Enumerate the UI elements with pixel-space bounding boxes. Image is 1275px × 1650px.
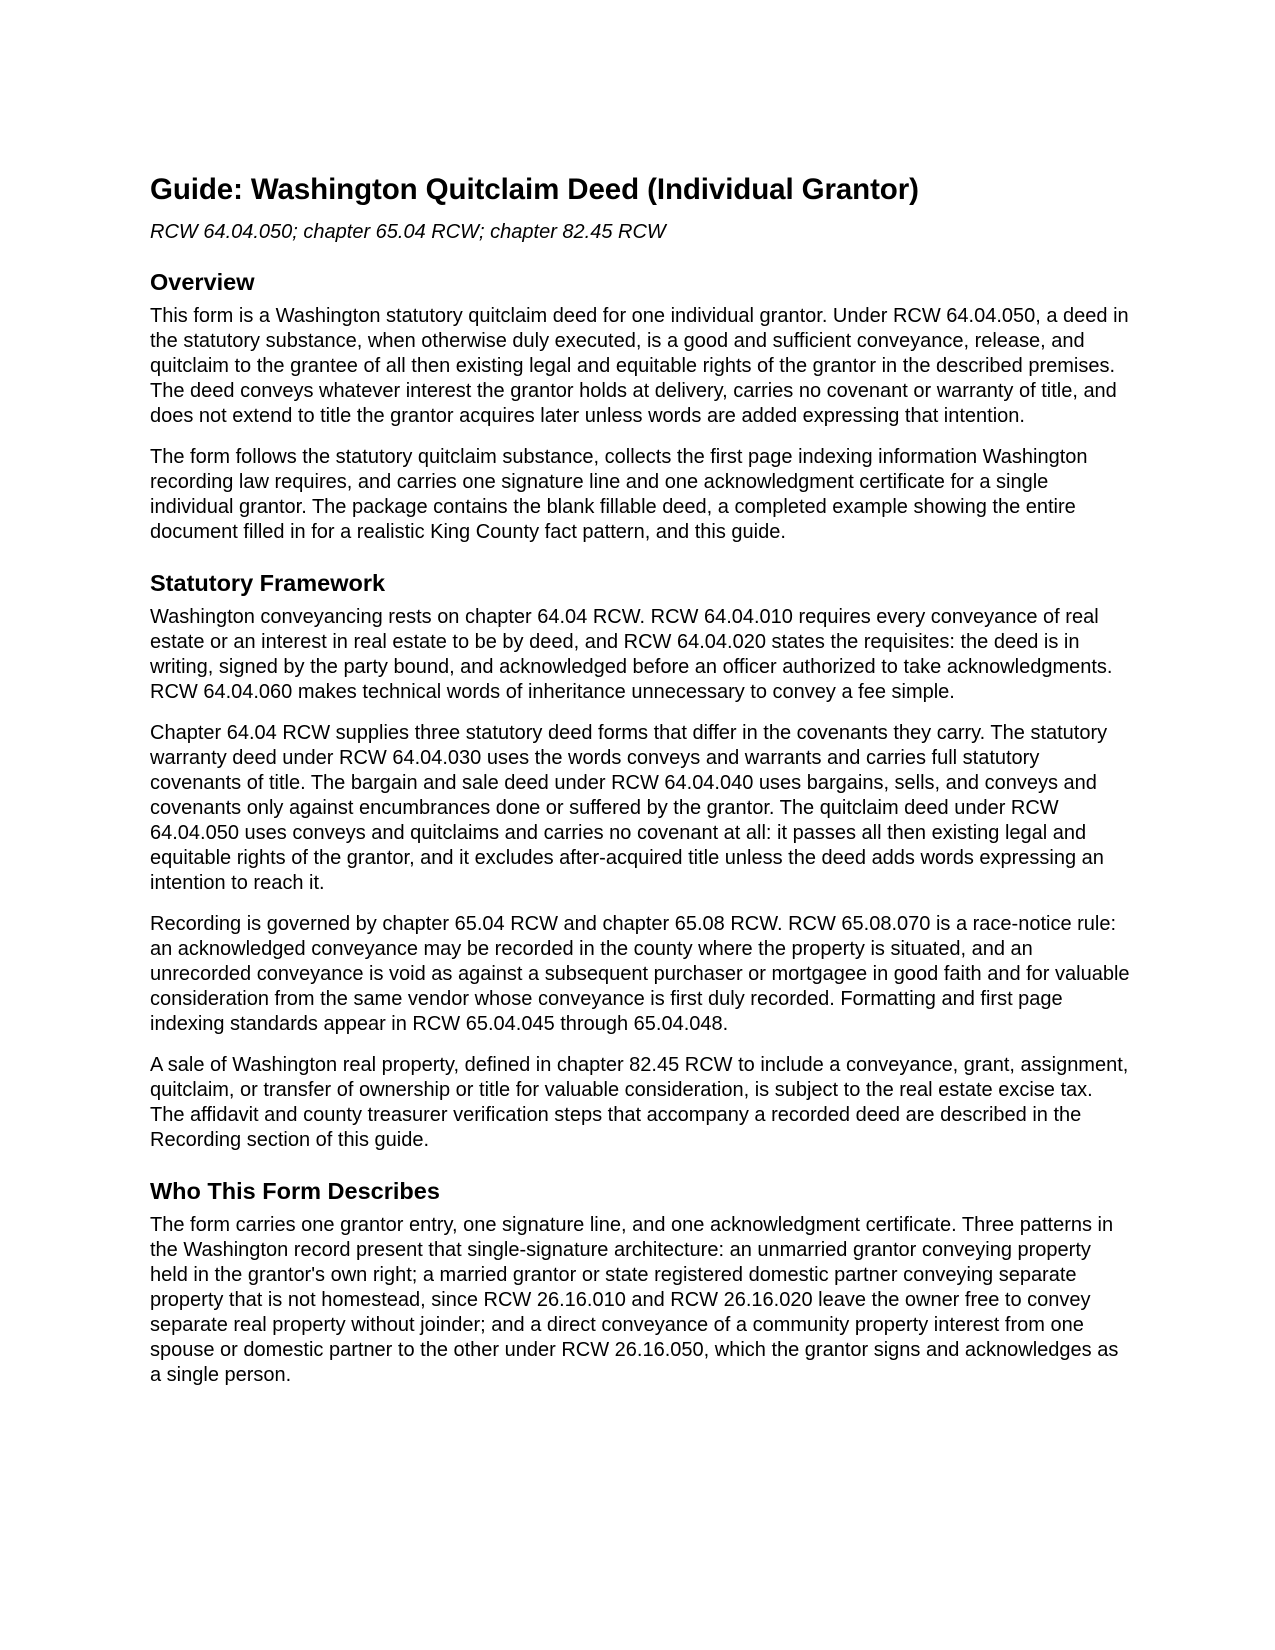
paragraph: This form is a Washington statutory quitclaim deed for one individual grantor. Under RCW 64.04.050, a deed in the statutory substance, when otherwise duly executed, is a good and sufficient conveyance, release, and quitclaim to the grantee of all then existing legal and equitable rights of the grantor in the described premises. The deed conveys whatever interest the grantor holds at delivery, carries no covenant or warranty of title, and does not extend to title the grantor acquires later unless words are added expressing that intention. (150, 305, 1129, 427)
section-heading: Overview (150, 269, 255, 295)
section-heading: Who This Form Describes (150, 1178, 440, 1204)
section-overview (150, 268, 1130, 545)
paragraph: The form follows the statutory quitclaim substance, collects the first page indexing information Washington recording law requires, and carries one signature line and one acknowledgment certificate for a single individual grantor. The package contains the blank fillable deed, a completed example showing the entire document filled in for a realistic King County fact pattern, and this guide. (150, 446, 1088, 543)
section-heading: Statutory Framework (150, 570, 386, 596)
document-page (150, 172, 1130, 1388)
paragraph: Recording is governed by chapter 65.04 RCW and chapter 65.08 RCW. RCW 65.08.070 is a race-notice rule: an acknowledged conveyance may be recorded in the county where the property is situated, and an unrecorded conveyance is void as against a subsequent purchaser or mortgagee in good faith and for valuable consideration from the same vendor whose conveyance is first duly recorded. Formatting and first page indexing standards appear in RCW 65.04.045 through 65.04.048. (150, 913, 1130, 1035)
paragraph: A sale of Washington real property, defined in chapter 82.45 RCW to include a conveyance, grant, assignment, quitclaim, or transfer of ownership or title for valuable consideration, is subject to the real estate excise tax. The affidavit and county treasurer verification steps that accompany a recorded deed are described in the Recording section of this guide. (150, 1054, 1129, 1151)
document-subtitle: RCW 64.04.050; chapter 65.04 RCW; chapter 82.45 RCW (150, 221, 666, 243)
paragraph: Chapter 64.04 RCW supplies three statutory deed forms that differ in the covenants they carry. The statutory warranty deed under RCW 64.04.030 uses the words conveys and warrants and carries full statutory covenants of title. The bargain and sale deed under RCW 64.04.040 uses bargains, sells, and conveys and covenants only against encumbrances done or suffered by the grantor. The quitclaim deed under RCW 64.04.050 uses conveys and quitclaims and carries no covenant at all: it passes all then existing legal and equitable rights of the grantor, and it excludes after-acquired title unless the deed adds words expressing an intention to reach it. (150, 722, 1108, 894)
paragraph: The form carries one grantor entry, one signature line, and one acknowledgment certificate. Three patterns in the Washington record present that single-signature architecture: an unmarried grantor conveying property held in the grantor's own right; a married grantor or state registered domestic partner conveying separate property that is not homestead, since RCW 26.16.010 and RCW 26.16.020 leave the owner free to convey separate real property without joinder; and a direct conveyance of a community property interest from one spouse or domestic partner to the other under RCW 26.16.050, which the grantor signs and acknowledges as a single person. (150, 1214, 1119, 1386)
section-statutory-framework (150, 569, 1130, 1153)
section-who-this-form-describes (150, 1177, 1130, 1388)
paragraph: Washington conveyancing rests on chapter 64.04 RCW. RCW 64.04.010 requires every conveyance of real estate or an interest in real estate to be by deed, and RCW 64.04.020 states the requisites: the deed is in writing, signed by the party bound, and acknowledged before an officer authorized to take acknowledgments. RCW 64.04.060 makes technical words of inheritance unnecessary to convey a fee simple. (150, 606, 1113, 703)
document-title: Guide: Washington Quitclaim Deed (Individual Grantor) (150, 173, 919, 206)
